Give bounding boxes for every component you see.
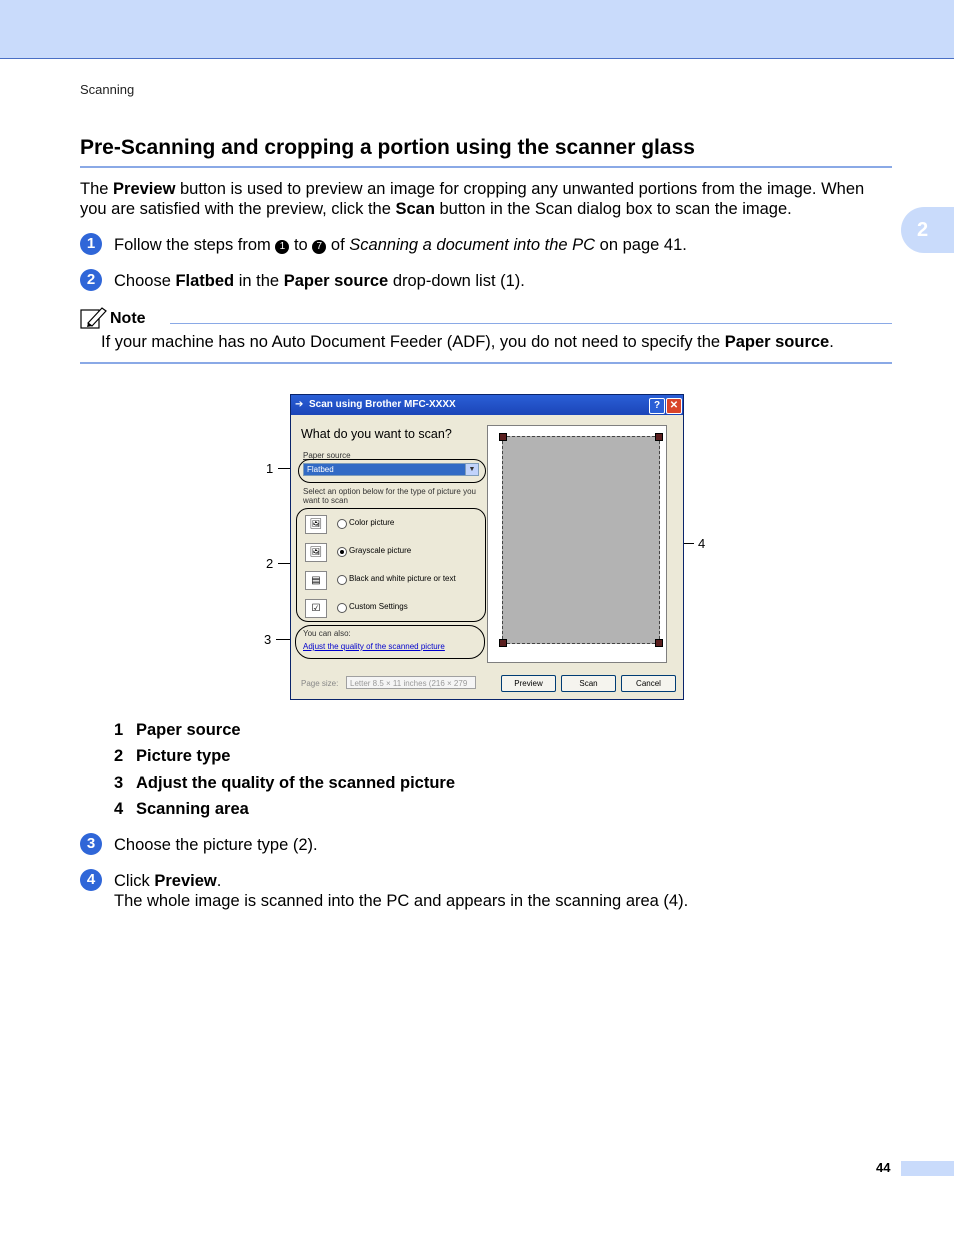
you-can-also-label: You can also: (303, 629, 351, 638)
scan-button[interactable]: Scan (561, 675, 616, 692)
dialog-titlebar (291, 395, 683, 415)
note-rule (170, 323, 892, 324)
crop-handle[interactable] (655, 639, 663, 647)
settings-checklist-icon: ☑ (305, 599, 327, 618)
step-2-text: Choose Flatbed in the Paper source drop-down list (1). (114, 272, 525, 290)
callout-1: 1 (266, 461, 274, 476)
scan-dialog (290, 394, 684, 700)
callout-4: 4 (698, 536, 706, 551)
option-label: Color picture (349, 518, 395, 527)
step-4-text: Click Preview. The whole image is scanned into the PC and appears in the scanning area (4). (114, 872, 689, 910)
arrow-right-icon: ➔ (295, 399, 304, 410)
help-icon[interactable]: ? (649, 398, 665, 414)
legend-item: 1 Paper source (114, 721, 241, 739)
dialog-left-panel (295, 421, 485, 665)
option-label: Custom Settings (349, 602, 408, 611)
top-band (0, 0, 954, 59)
adjust-quality-link[interactable]: Adjust the quality of the scanned picture (303, 642, 445, 651)
document-text-icon: ▤ (305, 571, 327, 590)
page-title: Pre-Scanning and cropping a portion using the scanner glass (80, 136, 695, 159)
step-3-text: Choose the picture type (2). (114, 836, 318, 854)
scan-question: What do you want to scan? (301, 427, 452, 441)
step-marker: 1 (275, 240, 289, 254)
intro-paragraph: The Preview button is used to preview an image for cropping any unwanted portions from the image. When you are satisfied with the preview, click the Scan button in the Scan dialog box to scan the image. (80, 180, 865, 218)
step-1-badge: 1 (80, 233, 102, 255)
step-4-badge: 4 (80, 869, 102, 891)
callout-ellipse-1 (298, 459, 486, 483)
color-picture-icon: 🖼 (305, 515, 327, 534)
callout-2: 2 (266, 556, 274, 571)
section-header: Scanning (80, 82, 135, 97)
note-bottom-rule (80, 362, 892, 364)
crop-handle[interactable] (655, 433, 663, 441)
note-text: If your machine has no Auto Document Feeder (ADF), you do not need to specify the Paper source. (101, 333, 834, 351)
cancel-button[interactable]: Cancel (621, 675, 676, 692)
dialog-title: Scan using Brother MFC-XXXX (309, 399, 456, 410)
paper-source-value: Flatbed (307, 465, 334, 474)
step-2-badge: 2 (80, 269, 102, 291)
callout-3: 3 (264, 632, 272, 647)
step-marker: 7 (312, 240, 326, 254)
page-number-bar (901, 1161, 954, 1176)
page-number: 44 (876, 1160, 891, 1175)
scanning-area (487, 425, 667, 663)
legend-item: 3 Adjust the quality of the scanned picture (114, 774, 456, 792)
legend-item: 4 Scanning area (114, 800, 249, 818)
picture-type-instruction: Select an option below for the type of picture you want to scan (303, 487, 476, 505)
preview-button[interactable]: Preview (501, 675, 556, 692)
option-label: Grayscale picture (349, 546, 412, 555)
legend-item: 2 Picture type (114, 747, 231, 765)
crop-handle[interactable] (499, 639, 507, 647)
close-icon[interactable]: ✕ (666, 398, 682, 414)
chevron-down-icon[interactable]: ▼ (465, 464, 478, 475)
title-rule (80, 166, 892, 168)
scan-crop-region[interactable] (502, 436, 660, 644)
note-pencil-icon (80, 305, 108, 331)
chapter-tab: 2 (901, 207, 954, 253)
paper-source-label: Paper source (303, 451, 351, 460)
callout-ellipse-2 (296, 508, 486, 622)
option-label: Black and white picture or text (349, 574, 456, 583)
callout-ellipse-3 (295, 625, 485, 659)
grayscale-picture-icon: 🖼 (305, 543, 327, 562)
page-size-dropdown[interactable]: Letter 8.5 × 11 inches (216 × 279 (346, 676, 476, 689)
page-size-label: Page size: (301, 679, 339, 688)
note-label: Note (110, 310, 146, 327)
step-1-text: Follow the steps from 1 to 7 of Scanning a document into the PC on page 41. (114, 236, 687, 254)
step-3-badge: 3 (80, 833, 102, 855)
crop-handle[interactable] (499, 433, 507, 441)
